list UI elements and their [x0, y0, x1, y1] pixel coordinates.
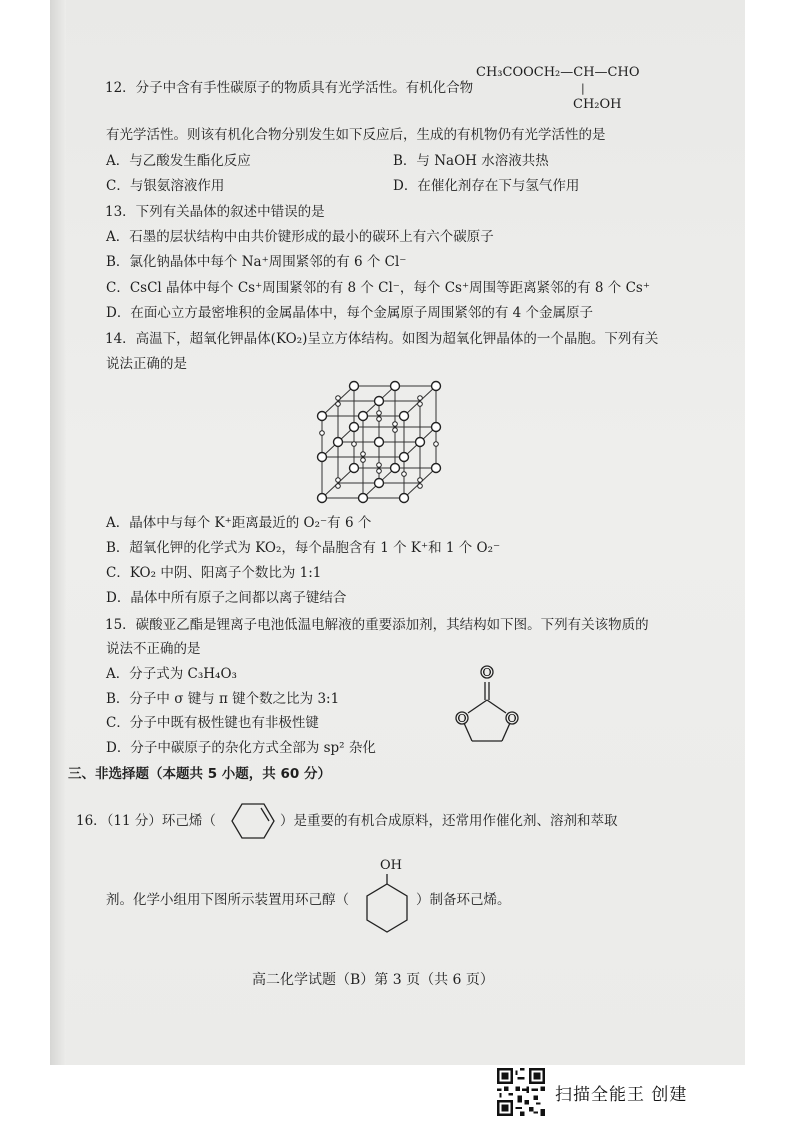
q16-oh-label: OH [380, 858, 402, 873]
q12-option-c: C．与银氨溶液作用 [106, 178, 225, 194]
q13-option-a: A．石墨的层状结构中由共价键形成的最小的碳环上有六个碳原子 [106, 229, 494, 245]
q15-option-a: A．分子式为 C₃H₄O₃ [106, 666, 237, 682]
q15-stem-2: 说法不正确的是 [106, 641, 201, 657]
q12-option-a: A．与乙酸发生酯化反应 [106, 153, 251, 169]
q15-option-c: C．分子中既有极性键也有非极性键 [106, 715, 319, 731]
q13-option-b: B．氯化钠晶体中每个 Na⁺周围紧邻的有 6 个 Cl⁻ [106, 254, 407, 270]
q14-stem: 14．高温下，超氧化钾晶体(KO₂)呈立方体结构。如图为超氧化钾晶体的一个晶胞。下列有关 [105, 331, 659, 347]
oxygen-atom-label: O [457, 712, 467, 725]
q16-line2-suffix: ）制备环己烯。 [416, 892, 511, 908]
page-footer: 高二化学试题（B）第 3 页（共 6 页） [252, 972, 494, 988]
section-3-heading: 三、非选择题（本题共 5 小题，共 60 分） [68, 766, 331, 782]
cyclohexanol-structure [362, 874, 412, 936]
scanner-app-label: 扫描全能王 创建 [555, 1085, 688, 1105]
q15-option-d: D．分子中碳原子的杂化方式全部为 sp² 杂化 [106, 740, 376, 756]
q14-option-c: C．KO₂ 中阴、阳离子个数比为 1:1 [106, 565, 322, 581]
oxygen-atom-label: O [482, 666, 492, 679]
q15-stem: 15．碳酸亚乙酯是锂离子电池低温电解液的重要添加剂，其结构如下图。下列有关该物质的 [105, 617, 649, 633]
exam-page [50, 0, 745, 1065]
q12-formula-branch: CH₂OH [573, 97, 622, 112]
q15-option-b: B．分子中 σ 键与 π 键个数之比为 3:1 [106, 691, 340, 707]
q14-stem-2: 说法正确的是 [106, 356, 187, 372]
q16-line1-prefix: 16．（11 分）环己烯（ [76, 813, 216, 829]
q14-option-d: D．晶体中所有原子之间都以离子键结合 [106, 590, 347, 606]
qr-code-icon [497, 1068, 545, 1116]
q12-stem2: 有光学活性。则该有机化合物分别发生如下反应后，生成的有机物仍有光学活性的是 [106, 127, 606, 143]
oxygen-atom-label: O [507, 712, 517, 725]
q12-stem: 12．分子中含有手性碳原子的物质具有光学活性。有机化合物 [105, 80, 474, 96]
ethylene-carbonate-structure [448, 656, 528, 748]
q12-option-d: D．在催化剂存在下与氢气作用 [393, 178, 580, 194]
q14-option-b: B．超氧化钾的化学式为 KO₂，每个晶胞含有 1 个 K⁺和 1 个 O₂⁻ [106, 540, 501, 556]
q16-line1-suffix: ）是重要的有机合成原料，还常用作催化剂、溶剂和萃取 [280, 813, 618, 829]
q16-line2-prefix: 剂。化学小组用下图所示装置用环己醇（ [106, 892, 349, 908]
q14-option-a: A．晶体中与每个 K⁺距离最近的 O₂⁻有 6 个 [106, 515, 372, 531]
q13-stem: 13．下列有关晶体的叙述中错误的是 [105, 204, 325, 220]
cyclohexene-structure [230, 800, 276, 842]
q13-option-c: C．CsCl 晶体中每个 Cs⁺周围紧邻的有 8 个 Cl⁻，每个 Cs⁺周围等距离紧邻的有 8 个 Cs⁺ [106, 280, 650, 296]
q12-formula-bond: | [581, 82, 585, 95]
ko2-unit-cell-diagram [312, 378, 442, 506]
q13-option-d: D．在面心立方最密堆积的金属晶体中，每个金属原子周围紧邻的有 4 个金属原子 [106, 305, 593, 321]
q12-formula-main: CH₃COOCH₂—CH—CHO [476, 65, 640, 80]
q12-option-b: B．与 NaOH 水溶液共热 [393, 153, 549, 169]
scanner-watermark [497, 1068, 787, 1118]
